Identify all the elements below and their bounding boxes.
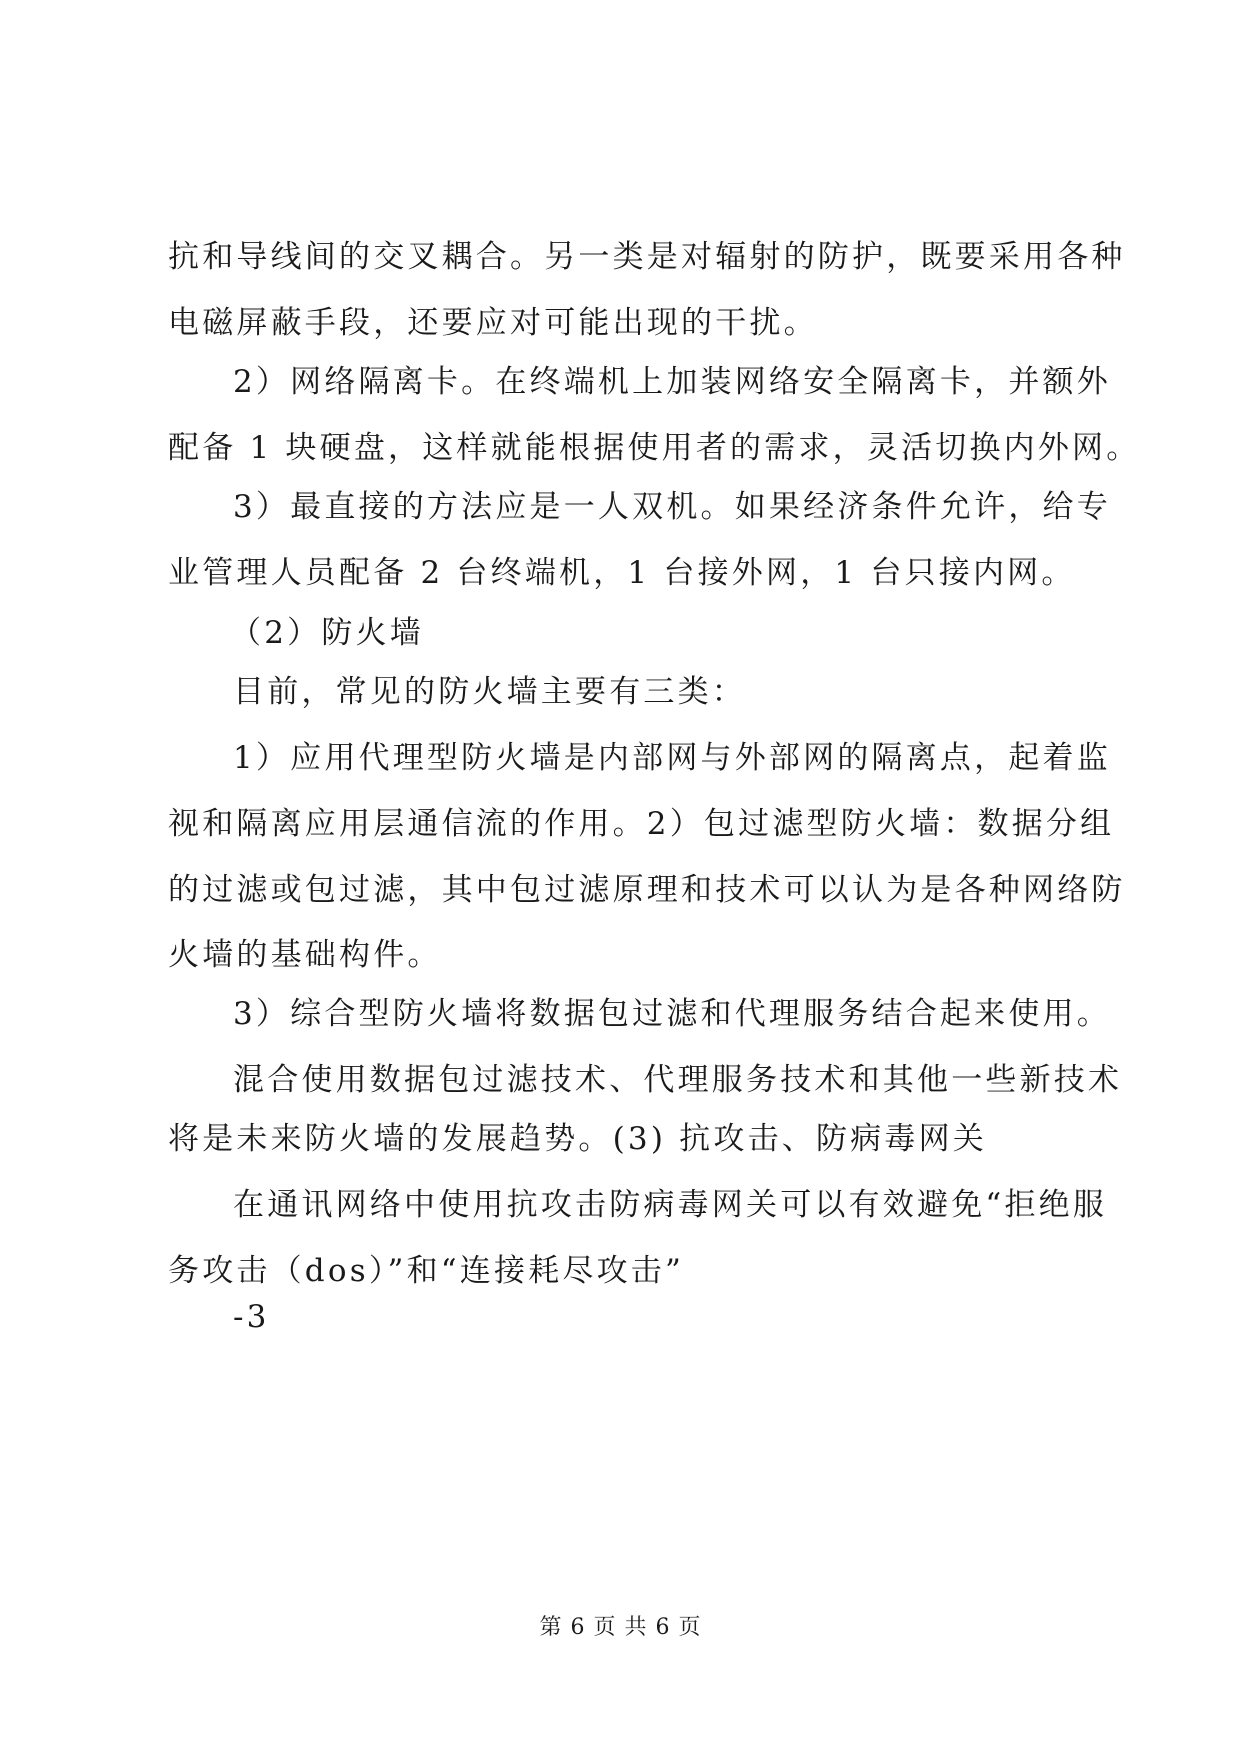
body-text-line: 配备 1 块硬盘，这样就能根据使用者的需求，灵活切换内外网。 <box>168 430 1141 466</box>
body-text-line: 目前，常见的防火墙主要有三类： <box>233 674 746 710</box>
body-text-line: 在通讯网络中使用抗攻击防病毒网关可以有效避免“拒绝服 <box>233 1187 1108 1223</box>
body-text-line: 将是未来防火墙的发展趋势。(3) 抗攻击、防病毒网关 <box>168 1121 987 1157</box>
page-number-footer: 第 6 页 共 6 页 <box>539 1615 702 1640</box>
body-text-line: 火墙的基础构件。 <box>168 937 442 973</box>
body-text-line: 业管理人员配备 2 台终端机，1 台接外网，1 台只接内网。 <box>168 555 1076 591</box>
body-text-line: -3 <box>233 1299 270 1335</box>
body-text-line: 1）应用代理型防火墙是内部网与外部网的隔离点，起着监 <box>233 740 1111 776</box>
section-heading: （2）防火墙 <box>230 615 424 651</box>
body-text-line: 2）网络隔离卡。在终端机上加装网络安全隔离卡，并额外 <box>233 364 1111 400</box>
body-text-line: 混合使用数据包过滤技术、代理服务技术和其他一些新技术 <box>233 1062 1123 1098</box>
body-text-line: 3）最直接的方法应是一人双机。如果经济条件允许，给专 <box>233 489 1111 525</box>
body-text-line: 的过滤或包过滤，其中包过滤原理和技术可以认为是各种网络防 <box>168 872 1126 908</box>
body-text-line: 3）综合型防火墙将数据包过滤和代理服务结合起来使用。 <box>233 996 1111 1032</box>
body-text-line: 抗和导线间的交叉耦合。另一类是对辐射的防护，既要采用各种 <box>168 239 1126 275</box>
body-text-line: 务攻击（dos）”和“连接耗尽攻击” <box>168 1253 685 1289</box>
body-text-line: 电磁屏蔽手段，还要应对可能出现的干扰。 <box>168 305 818 341</box>
body-text-line: 视和隔离应用层通信流的作用。2）包过滤型防火墙：数据分组 <box>168 806 1115 842</box>
